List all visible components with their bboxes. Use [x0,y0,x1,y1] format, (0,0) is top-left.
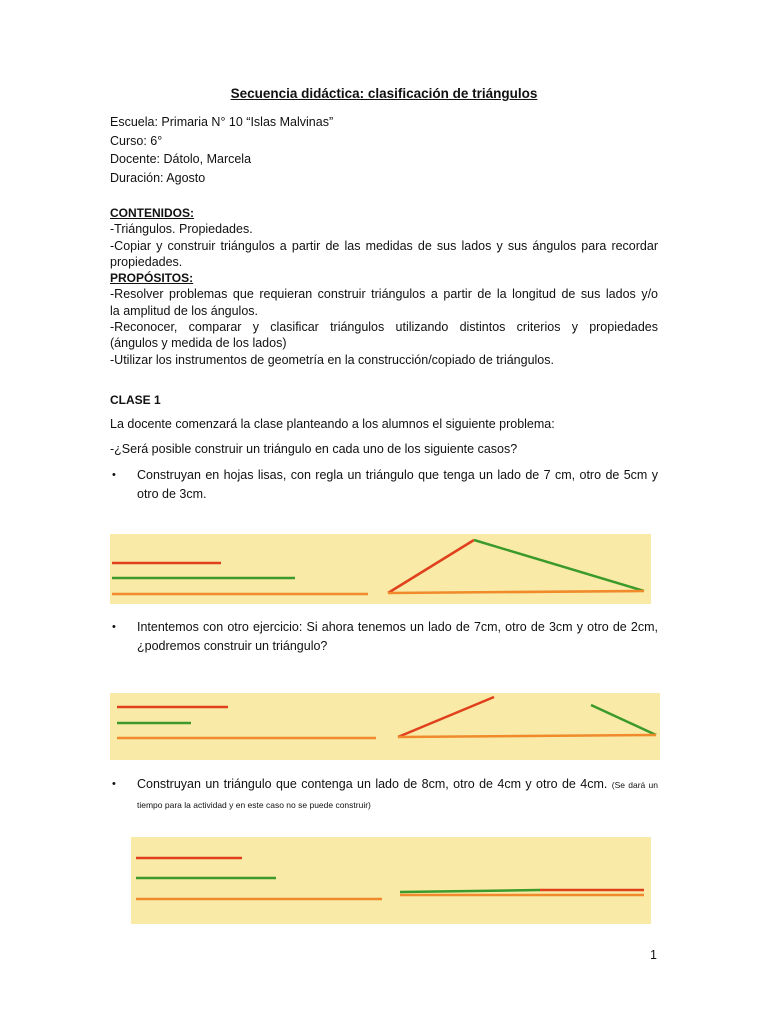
contents-section [110,205,658,368]
exercise-text-wrapper [137,775,658,814]
teacher-line: Docente: Dátolo, Marcela [110,152,252,166]
document-title: Secuencia didáctica: clasificación de triángulos [230,86,538,101]
purposes-heading: PROPÓSITOS: [110,271,194,286]
bullet-glyph: • [112,469,116,481]
triangle-side-red [388,540,474,593]
figure-2-drawing [110,693,660,760]
triangle-base-orange [388,591,644,593]
class-question: -¿Será posible construir un triángulo en cada uno de los siguiente casos? [110,442,518,456]
exercise-text: Construyan en hojas lisas, con regla un triángulo que tenga un lado de 7 cm, otro de 5cm y otro de 3cm. [137,468,658,501]
contents-item: propiedades. [110,254,183,269]
attempt-base-orange [398,735,656,737]
purposes-item: la amplitud de los ángulos. [110,303,259,318]
bullet-glyph: • [112,778,116,790]
contents-item: -Triángulos. Propiedades. [110,222,253,237]
figure-panel-2 [110,693,660,760]
exercise-text: Construyan un triángulo que contenga un lado de 8cm, otro de 4cm y otro de 4cm. [137,777,612,791]
bullet-glyph: • [112,621,116,633]
contents-item: -Copiar y construir triángulos a partir de las medidas de sus lados y sus ángulos para recordar [110,238,658,253]
exercise-note: (Se dará un tiempo para la actividad y en este caso no se puede construir) [137,780,658,810]
duration-line: Duración: Agosto [110,170,206,185]
purposes-item: -Reconocer, comparar y clasificar triángulos utilizando distintos criterios y propiedades [110,320,658,335]
exercise-bullet-2 [112,618,658,655]
exercise-text: Intentemos con otro ejercicio: Si ahora tenemos un lado de 7cm, otro de 3cm y otro de 2cm, ¿podremos construir un triángulo? [137,620,658,653]
figure-3-drawing [131,837,651,924]
class-intro: La docente comenzará la clase planteando a los alumnos el siguiente problema: [110,417,555,431]
school-line: Escuela: Primaria N° 10 “Islas Malvinas” [110,115,334,129]
exercise-bullet-3 [112,775,658,814]
course-line: Curso: 6° [110,133,163,148]
class-heading: CLASE 1 [110,393,161,407]
figure-1-drawing [110,534,651,604]
purposes-item: (ángulos y medida de los lados) [110,336,287,351]
figure-panel-3 [131,837,651,924]
info-block [110,113,333,187]
exercise-bullet-1 [112,466,658,503]
contents-heading: CONTENIDOS: [110,206,194,220]
attempt-side-green [400,890,540,892]
purposes-item: -Resolver problemas que requieran construir triángulos a partir de la longitud de sus lados y/o [110,287,658,302]
attempt-side-green [591,705,656,735]
triangle-side-green [474,540,644,591]
purposes-item: -Utilizar los instrumentos de geometría en la construcción/copiado de triángulos. [110,352,554,367]
page-number: 1 [650,948,657,962]
figure-panel-1 [110,534,651,604]
attempt-side-red [398,697,494,737]
